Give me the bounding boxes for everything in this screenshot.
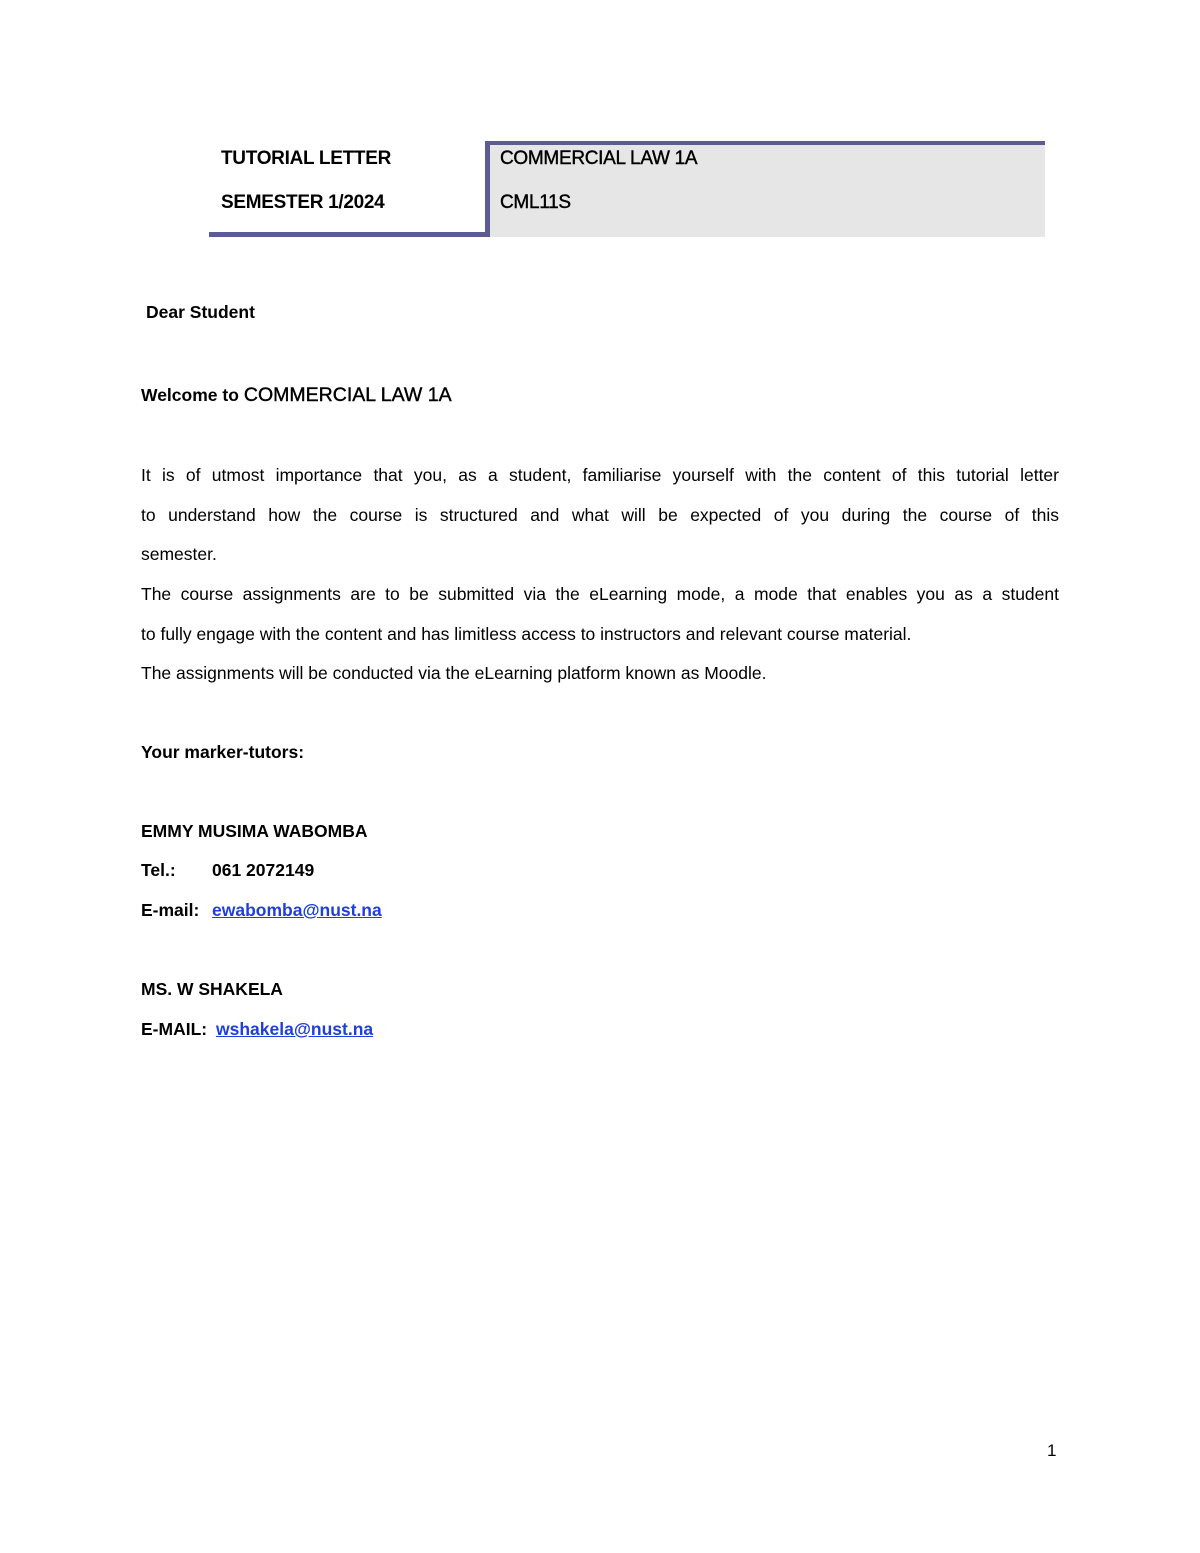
welcome-line bbox=[141, 384, 452, 407]
header-bottom-border bbox=[209, 232, 489, 237]
header-tutorial-letter: TUTORIAL LETTER bbox=[221, 148, 392, 169]
header-divider bbox=[485, 141, 490, 237]
header-top-border bbox=[485, 141, 1045, 145]
para3-line1: The assignments will be conducted via the eLearning platform known as Moodle. bbox=[141, 663, 767, 683]
header-course-code: CML11S bbox=[500, 192, 571, 213]
tutor-name: MS. W SHAKELA bbox=[141, 979, 283, 999]
salutation: Dear Student bbox=[146, 302, 255, 322]
assignments-paragraph bbox=[141, 575, 1059, 694]
tutor-email-label: E-MAIL: bbox=[141, 1019, 208, 1039]
para2-line1: The course assignments are to be submitted via the eLearning mode, a mode that enables you as a student bbox=[141, 584, 1059, 604]
para1-line3: semester. bbox=[141, 544, 217, 564]
tutor-tel: 061 2072149 bbox=[212, 860, 315, 880]
para2-line2: to fully engage with the content and has limitless access to instructors and relevant course material. bbox=[141, 623, 912, 644]
tutor-name: EMMY MUSIMA WABOMBA bbox=[141, 821, 368, 841]
header-semester: SEMESTER 1/2024 bbox=[221, 192, 385, 213]
tutor-email-link[interactable]: wshakela@nust.na bbox=[216, 1019, 374, 1039]
welcome-prefix: Welcome to bbox=[141, 385, 239, 405]
tutor-tel-label: Tel.: bbox=[141, 860, 176, 880]
header-course-title: COMMERCIAL LAW 1A bbox=[500, 148, 698, 169]
para1-line1: It is of utmost importance that you, as a student, familiarise yourself with the content of this tutorial letter bbox=[141, 465, 1059, 485]
para1-line2: to understand how the course is structured and what will be expected of you during the course of this bbox=[141, 504, 1059, 525]
welcome-course: COMMERCIAL LAW 1A bbox=[243, 384, 452, 406]
tutor-email-link[interactable]: ewabomba@nust.na bbox=[212, 900, 382, 920]
tutors-heading: Your marker-tutors: bbox=[141, 742, 305, 762]
tutor-email-label: E-mail: bbox=[141, 900, 200, 920]
page-number: 1 bbox=[1047, 1441, 1057, 1460]
intro-paragraph bbox=[141, 456, 1059, 575]
